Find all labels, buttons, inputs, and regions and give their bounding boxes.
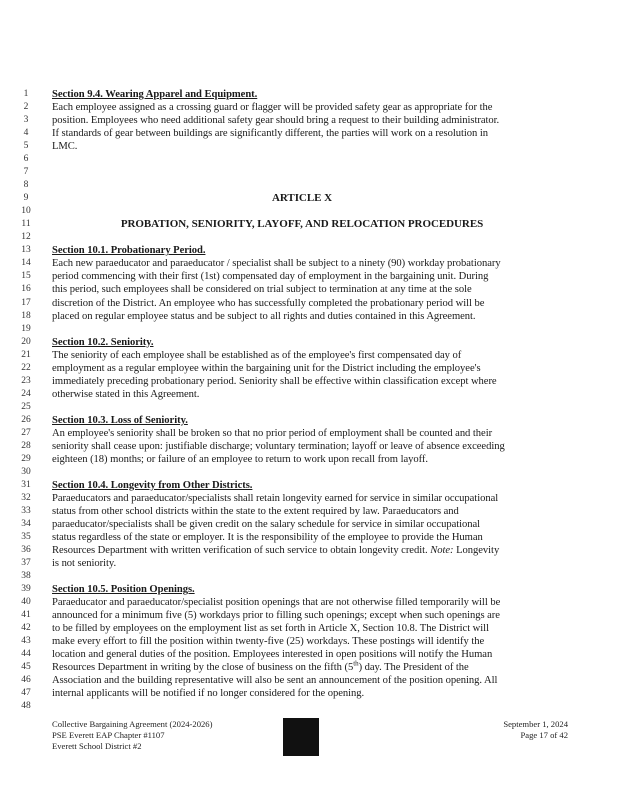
- document-line: [0, 270, 618, 283]
- line-text-main: LMC.: [52, 141, 78, 153]
- article-heading: [52, 192, 552, 205]
- line-text-main: seniority shall cease upon: justifiable discharge; voluntary termination; layoff or leave of absence exceeding: [52, 440, 505, 452]
- document-line: [0, 218, 618, 231]
- line-number: 1: [23, 89, 29, 99]
- line-text-main: status regardless of the state or employer. It is the responsibility of the employee to provide the Human: [52, 532, 483, 543]
- line-number: 12: [21, 232, 31, 243]
- section-heading: [52, 88, 552, 101]
- line-text: [52, 557, 552, 570]
- line-text: [52, 127, 552, 140]
- document-line: [0, 101, 618, 114]
- line-number: 28: [21, 440, 31, 451]
- line-text-main: Section 10.1. Probationary Period.: [52, 245, 206, 257]
- line-number: 17: [21, 297, 31, 308]
- line-number: 23: [21, 375, 31, 386]
- line-text-main: Paraeducators and paraeducator/specialists shall retain longevity earned for service in similar occupational: [52, 492, 499, 504]
- document-line: [0, 179, 618, 192]
- document-line: [0, 700, 618, 713]
- line-number: 19: [21, 323, 31, 334]
- section-heading: [52, 336, 552, 349]
- line-number: 4: [23, 128, 29, 139]
- document-line: [0, 192, 618, 205]
- line-number: 21: [21, 349, 31, 360]
- line-text: [52, 453, 552, 466]
- line-number: 14: [21, 258, 31, 269]
- line-text: [52, 388, 552, 401]
- line-text-main: make every effort to fill the position within twenty-five (25) workdays. These postings will identify the: [52, 636, 485, 648]
- line-number: 11: [21, 219, 31, 230]
- document-line: [0, 310, 618, 323]
- document-line: [0, 88, 618, 101]
- line-text: [52, 375, 552, 388]
- line-number: 38: [21, 571, 31, 582]
- document-line: [0, 401, 618, 414]
- section-heading: [52, 244, 552, 257]
- document-line: [0, 140, 618, 153]
- document-line: [0, 505, 618, 518]
- line-text-main: this period, such employees shall be considered on trial subject to termination at any time at the sole: [52, 284, 472, 296]
- document-line: [0, 544, 618, 557]
- line-text-main: Section 10.3. Loss of Seniority.: [52, 414, 188, 426]
- document-line: [0, 257, 618, 270]
- line-text-main: immediately preceding probationary period. Seniority shall be effective within classification except where: [52, 375, 497, 387]
- section-heading: [52, 479, 552, 492]
- line-text-main: An employee's seniority shall be broken so that no prior period of employment shall be counted and their: [52, 427, 493, 439]
- line-text: [52, 518, 552, 531]
- document-line: [0, 362, 618, 375]
- document-line: [0, 440, 618, 453]
- document-line: [0, 297, 618, 310]
- footer-district: Everett School District #2: [52, 741, 142, 751]
- document-line: [0, 336, 618, 349]
- line-text-main: announced for a minimum five (5) workdays prior to filling such openings; except when such openings are: [52, 610, 500, 622]
- line-number: 43: [21, 636, 31, 647]
- line-number: 26: [21, 414, 31, 425]
- line-number: 5: [23, 141, 29, 152]
- line-text: [52, 609, 552, 622]
- line-text-main: to be filled by employees on the employment list as set forth in Article X, Section 10.8. The District will: [52, 623, 489, 635]
- article-heading: [52, 218, 552, 231]
- line-number: 32: [21, 492, 31, 503]
- section-heading: [52, 583, 552, 596]
- footer-left: [52, 719, 212, 752]
- line-text: [52, 257, 552, 270]
- line-text: [52, 101, 552, 114]
- line-text-main: status from other school districts within the state to the extent required by law. Paraeducators and: [52, 506, 459, 517]
- line-number: 2: [23, 102, 29, 112]
- line-text: [52, 362, 552, 375]
- footer-date: September 1, 2024: [503, 719, 568, 729]
- footer-page-number: Page 17 of 42: [520, 730, 568, 740]
- document-line: [0, 414, 618, 427]
- line-number: 10: [21, 206, 31, 217]
- line-text: [52, 531, 552, 544]
- line-number: 20: [21, 336, 31, 347]
- line-text: [52, 349, 552, 362]
- line-text-main: period commencing with their first (1st) compensated day of employment in the bargaining unit. During: [52, 271, 489, 283]
- line-number: 36: [21, 545, 31, 555]
- document-line: [0, 479, 618, 492]
- document-line: [0, 427, 618, 440]
- line-number: 39: [21, 584, 31, 595]
- line-text-main: paraeducator/specialists shall be given credit on the salary schedule for service in similar occupational: [52, 519, 481, 530]
- document-line: [0, 531, 618, 544]
- footer-chapter: PSE Everett EAP Chapter #1107: [52, 730, 165, 740]
- line-text-main: ARTICLE X: [272, 192, 332, 205]
- line-text-main: otherwise stated in this Agreement.: [52, 388, 200, 400]
- line-text: [52, 440, 552, 453]
- line-text-main: Resources Department with written verification of such service to obtain longevity credit.: [52, 545, 428, 556]
- document-line: [0, 205, 618, 218]
- line-text: [52, 505, 552, 518]
- line-number: 24: [21, 388, 31, 399]
- document-line: [0, 283, 618, 296]
- document-line: [0, 557, 618, 570]
- line-number: 16: [21, 284, 31, 295]
- line-text: [52, 114, 552, 127]
- line-text-main: Each employee assigned as a crossing guard or flagger will be provided safety gear as appropriate for the: [52, 102, 493, 113]
- line-number: 25: [21, 401, 31, 412]
- line-text: [52, 270, 552, 283]
- line-text: [52, 687, 552, 700]
- line-number: 41: [21, 610, 31, 621]
- line-number: 30: [21, 466, 31, 477]
- line-number: 22: [21, 362, 31, 373]
- line-text-main: Section 10.4. Longevity from Other Districts.: [52, 479, 253, 491]
- line-number: 46: [21, 675, 31, 686]
- line-text: [52, 596, 552, 609]
- line-text: [52, 544, 552, 557]
- line-text-main: If standards of gear between buildings are significantly different, the parties will work on a resolution in: [52, 128, 488, 140]
- line-text-main: eighteen (18) months; or failure of an employee to return to work upon recall from layoff.: [52, 453, 428, 465]
- line-text-main: Section 9.4. Wearing Apparel and Equipment.: [52, 89, 258, 100]
- document-line: [0, 323, 618, 336]
- line-text-main: location and general duties of the position. Employees interested in open positions will notify the Human: [52, 649, 493, 661]
- line-text-main: Resources Department in writing by the close of business on the fifth (5: [52, 662, 354, 674]
- line-text: [52, 140, 552, 153]
- line-text-main: discretion of the District. An employee who has successfully completed the probationary period will be: [52, 297, 485, 309]
- line-number: 35: [21, 532, 31, 542]
- line-number: 34: [21, 519, 31, 529]
- line-text: [52, 310, 552, 323]
- document-line: [0, 244, 618, 257]
- document-line: [0, 153, 618, 166]
- line-text-main: PROBATION, SENIORITY, LAYOFF, AND RELOCATION PROCEDURES: [120, 218, 484, 231]
- document-line: [0, 492, 618, 505]
- note-label: Note:: [430, 545, 454, 556]
- line-number: 42: [21, 623, 31, 634]
- section-heading: [52, 414, 552, 427]
- document-line: [0, 570, 618, 583]
- line-number: 27: [21, 427, 31, 438]
- document-line: [0, 609, 618, 622]
- document-line: [0, 648, 618, 661]
- line-text-continued: ) day. The President of the: [358, 662, 469, 674]
- line-text-main: is not seniority.: [52, 558, 117, 570]
- document-line: [0, 635, 618, 648]
- document-line: [0, 375, 618, 388]
- document-line: [0, 388, 618, 401]
- document-line: [0, 349, 618, 362]
- line-text-main: Association and the building representative will also be sent an announcement of the position opening. All: [52, 675, 498, 687]
- line-text: [52, 674, 552, 687]
- line-text-main: employment as a regular employee within the bargaining unit for the District including the employee's: [52, 362, 481, 374]
- document-line: [0, 518, 618, 531]
- document-line: [0, 622, 618, 635]
- line-number: 7: [23, 167, 29, 178]
- ordinal-superscript: th: [353, 659, 359, 668]
- document-line: [0, 661, 618, 674]
- document-line: [0, 466, 618, 479]
- line-number: 31: [21, 479, 31, 490]
- footer-right: [503, 719, 568, 741]
- line-number: 48: [21, 701, 31, 712]
- line-text: [52, 427, 552, 440]
- line-number: 13: [21, 245, 31, 256]
- line-text-main: Section 10.2. Seniority.: [52, 336, 154, 348]
- line-text-main: Each new paraeducator and paraeducator / specialist shall be subject to a ninety (90) workday probationary: [52, 258, 501, 270]
- line-number: 40: [21, 597, 31, 608]
- line-number: 6: [23, 154, 29, 165]
- line-text: [52, 648, 552, 661]
- document-line: [0, 674, 618, 687]
- footer-black-square: [283, 718, 319, 756]
- line-text: [52, 297, 552, 310]
- footer-agreement-title: Collective Bargaining Agreement (2024-2026): [52, 719, 213, 729]
- line-number: 29: [21, 453, 31, 464]
- line-number: 44: [21, 649, 31, 660]
- document-line: [0, 166, 618, 179]
- line-number: 37: [21, 558, 31, 569]
- line-number: 18: [21, 310, 31, 321]
- line-text-main: The seniority of each employee shall be established as of the employee's first compensated day of: [52, 349, 462, 361]
- line-text-main: internal applicants will be notified if no longer considered for the opening.: [52, 688, 365, 700]
- line-text-main: Paraeducator and paraeducator/specialist position openings that are not otherwise filled temporarily will be: [52, 597, 501, 609]
- document-line: [0, 127, 618, 140]
- line-text: [52, 635, 552, 648]
- line-text-main: Section 10.5. Position Openings.: [52, 584, 195, 596]
- document-line: [0, 453, 618, 466]
- line-text: [52, 622, 552, 635]
- line-number: 45: [21, 662, 31, 673]
- line-text: [52, 283, 552, 296]
- document-line: [0, 687, 618, 700]
- document-line: [0, 596, 618, 609]
- document-line: [0, 583, 618, 596]
- line-number: 8: [23, 180, 29, 191]
- line-text: [52, 661, 552, 674]
- line-number: 9: [23, 193, 29, 204]
- line-text-main: position. Employees who need additional safety gear should bring a request to their building administrator.: [52, 115, 500, 127]
- document-line: [0, 114, 618, 127]
- line-number: 47: [21, 688, 31, 699]
- line-number: 3: [23, 115, 29, 126]
- line-number: 33: [21, 506, 31, 516]
- note-text: Longevity: [453, 545, 500, 556]
- line-text-main: placed on regular employee status and be subject to all rights and duties contained in this Agreement.: [52, 310, 476, 322]
- line-text: [52, 492, 552, 505]
- document-line: [0, 231, 618, 244]
- line-number: 15: [21, 271, 31, 282]
